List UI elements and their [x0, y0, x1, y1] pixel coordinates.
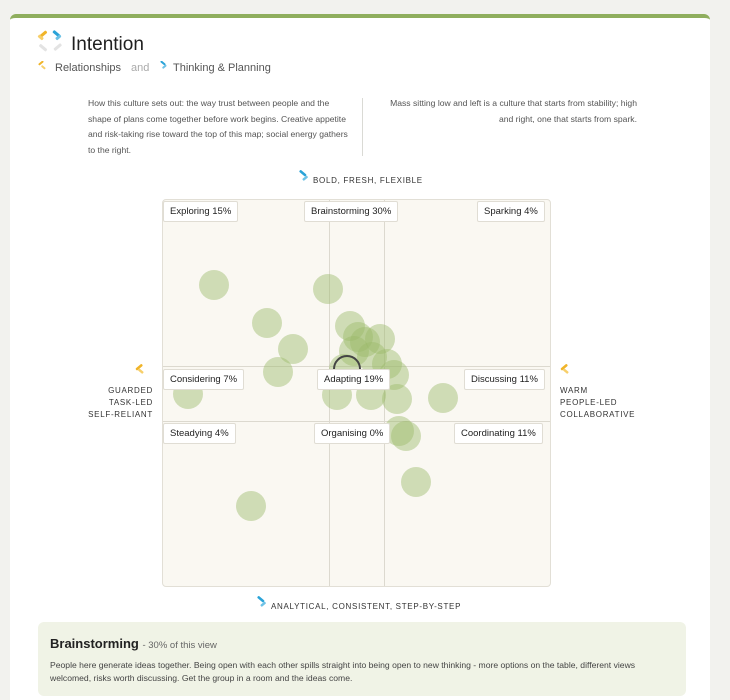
zone-detail-title: Brainstorming	[50, 636, 139, 651]
axis-left-line-3: SELF-RELIANT	[88, 410, 153, 419]
subtitle-thinking-planning: Thinking & Planning	[173, 62, 271, 74]
axis-right-line-2: PEOPLE-LED	[560, 398, 618, 407]
culture-map	[162, 199, 551, 587]
zone-pct: 19%	[364, 374, 384, 385]
description-divider	[362, 98, 363, 156]
axis-left-line-2: TASK-LED	[108, 398, 153, 407]
zone-pct: 4%	[524, 206, 538, 217]
subtitle-relationships: Relationships	[55, 62, 122, 74]
axis-left-labels	[60, 385, 153, 421]
zone-pct: 15%	[212, 206, 232, 217]
axis-top-label: BOLD, FRESH, FLEXIBLE	[313, 176, 423, 185]
zone-considering[interactable]	[163, 369, 244, 390]
zone-pct: 4%	[214, 428, 229, 439]
zone-detail-body: People here generate ideas together. Being open with each other spills straight into being open to new thinking - more options on the table, different views welcomed, risks worth discussing. Get the group in a room and the ideas come.	[50, 660, 636, 683]
zone-pct: 11%	[519, 374, 538, 385]
zone-name: Exploring	[170, 206, 210, 217]
zone-brainstorming[interactable]	[304, 201, 398, 222]
zone-exploring[interactable]	[163, 201, 238, 222]
zone-name: Coordinating	[461, 428, 515, 439]
zone-detail-heading	[50, 636, 217, 651]
zone-name: Sparking	[484, 206, 522, 217]
zone-steadying[interactable]	[163, 423, 236, 444]
intention-icon	[37, 30, 65, 58]
zone-detail-panel	[38, 622, 686, 696]
thinking-planning-icon	[157, 61, 169, 73]
zone-pct: 0%	[369, 428, 384, 439]
description-left: How this culture sets out: the way trust between people and the shape of plans come together before work begins. Creative appetite and risk-taking rise toward the top of this map; social energy gathers to the right.	[88, 98, 348, 155]
zone-sparking[interactable]	[477, 201, 545, 222]
axis-bottom-label: ANALYTICAL, CONSISTENT, STEP-BY-STEP	[271, 602, 462, 611]
zone-name: Considering	[170, 374, 221, 385]
zone-name: Organising	[321, 428, 367, 439]
map-divider-v2	[384, 200, 385, 586]
page-title: Intention	[71, 34, 144, 55]
zone-name: Discussing	[471, 374, 517, 385]
zone-name: Steadying	[170, 428, 213, 439]
zone-name: Brainstorming	[311, 206, 370, 217]
map-divider-h2	[163, 421, 550, 422]
zone-coordinating[interactable]	[454, 423, 543, 444]
relationships-icon	[37, 61, 49, 73]
zone-name: Adapting	[324, 374, 362, 385]
axis-left-icon	[134, 363, 148, 377]
description-right: Mass sitting low and left is a culture that starts from stability; high and right, one that starts from spark.	[390, 98, 637, 124]
zone-pct: 11%	[517, 428, 536, 439]
axis-right-line-1: WARM	[560, 386, 588, 395]
axis-right-icon	[559, 363, 573, 377]
zone-organising[interactable]	[314, 423, 390, 444]
zone-detail-pct: - 30% of this view	[142, 640, 217, 651]
zone-pct: 7%	[223, 374, 238, 385]
axis-bottom-icon	[255, 596, 269, 610]
axis-right-line-3: COLLABORATIVE	[560, 410, 636, 419]
subtitle-and: and	[131, 62, 150, 74]
zone-pct: 30%	[372, 206, 392, 217]
zone-adapting[interactable]	[317, 369, 390, 390]
zone-discussing[interactable]	[464, 369, 545, 390]
map-divider-h1	[163, 366, 550, 367]
axis-left-line-1: GUARDED	[108, 386, 153, 395]
axis-top-icon	[297, 170, 311, 184]
axis-right-labels	[560, 385, 635, 421]
map-divider-v1	[329, 200, 330, 586]
